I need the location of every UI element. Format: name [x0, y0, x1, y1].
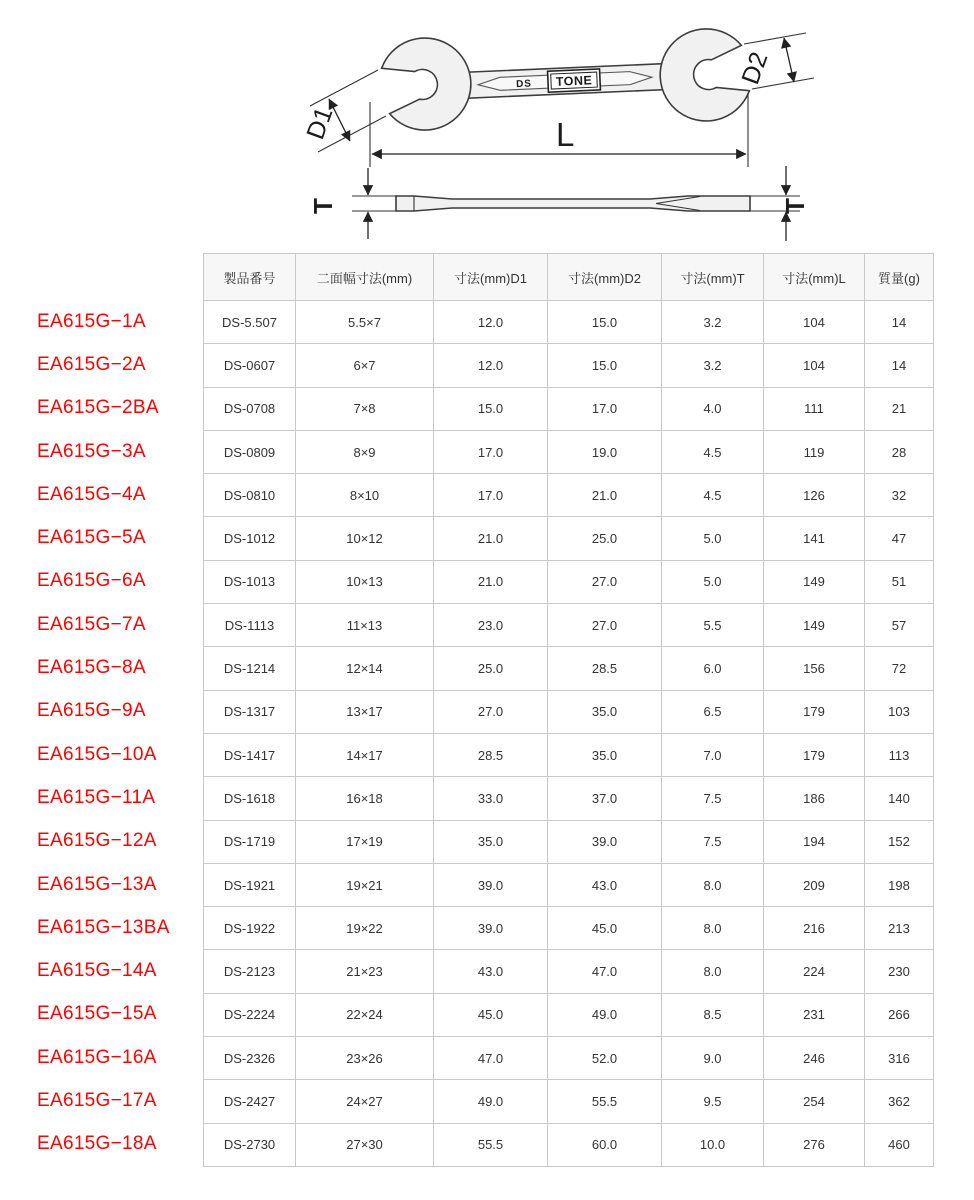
cell-dim-t: 4.5 [662, 474, 764, 517]
cell-product-number: DS-1317 [204, 690, 296, 733]
cell-dim-d2: 45.0 [548, 907, 662, 950]
cell-dim-l: 179 [764, 690, 865, 733]
product-code-link[interactable]: EA615G−15A [37, 1003, 157, 1025]
cell-dim-d2: 15.0 [548, 301, 662, 344]
cell-dim-d1: 27.0 [434, 690, 548, 733]
cell-width-across-flats: 13×17 [296, 690, 434, 733]
cell-dim-d2: 43.0 [548, 863, 662, 906]
cell-dim-l: 179 [764, 733, 865, 776]
cell-product-number: DS-0809 [204, 430, 296, 473]
cell-dim-l: 119 [764, 430, 865, 473]
table-row [204, 1037, 934, 1080]
cell-dim-l: 104 [764, 301, 865, 344]
product-code-link[interactable]: EA615G−17A [37, 1089, 157, 1111]
table-row [204, 820, 934, 863]
cell-dim-t: 5.5 [662, 604, 764, 647]
product-code-link[interactable]: EA615G−13BA [37, 916, 170, 938]
cell-product-number: DS-1417 [204, 733, 296, 776]
cell-dim-d1: 21.0 [434, 517, 548, 560]
cell-dim-d2: 37.0 [548, 777, 662, 820]
cell-mass: 72 [865, 647, 934, 690]
cell-width-across-flats: 17×19 [296, 820, 434, 863]
cell-dim-d1: 47.0 [434, 1037, 548, 1080]
product-code-link[interactable]: EA615G−6A [37, 570, 146, 592]
column-header: 質量(g) [865, 254, 934, 301]
cell-dim-t: 6.0 [662, 647, 764, 690]
cell-dim-d2: 35.0 [548, 690, 662, 733]
table-row [204, 1123, 934, 1166]
cell-product-number: DS-2730 [204, 1123, 296, 1166]
cell-mass: 57 [865, 604, 934, 647]
table-row [204, 993, 934, 1036]
cell-dim-t: 9.0 [662, 1037, 764, 1080]
cell-product-number: DS-0708 [204, 387, 296, 430]
product-code-link[interactable]: EA615G−14A [37, 960, 157, 982]
cell-dim-d1: 49.0 [434, 1080, 548, 1123]
cell-product-number: DS-0810 [204, 474, 296, 517]
product-code-link[interactable]: EA615G−16A [37, 1046, 157, 1068]
cell-dim-d1: 35.0 [434, 820, 548, 863]
cell-width-across-flats: 16×18 [296, 777, 434, 820]
cell-width-across-flats: 23×26 [296, 1037, 434, 1080]
cell-mass: 21 [865, 387, 934, 430]
product-code-link[interactable]: EA615G−7A [37, 613, 146, 635]
cell-width-across-flats: 14×17 [296, 733, 434, 776]
header-row [204, 254, 934, 301]
product-code-link[interactable]: EA615G−18A [37, 1133, 157, 1155]
table-row [204, 474, 934, 517]
cell-dim-t: 8.0 [662, 907, 764, 950]
cell-product-number: DS-1618 [204, 777, 296, 820]
cell-width-across-flats: 19×22 [296, 907, 434, 950]
cell-dim-d1: 15.0 [434, 387, 548, 430]
cell-dim-t: 4.5 [662, 430, 764, 473]
cell-product-number: DS-1922 [204, 907, 296, 950]
cell-mass: 51 [865, 560, 934, 603]
cell-dim-l: 216 [764, 907, 865, 950]
cell-dim-l: 209 [764, 863, 865, 906]
cell-dim-l: 141 [764, 517, 865, 560]
cell-width-across-flats: 10×13 [296, 560, 434, 603]
product-code-link[interactable]: EA615G−13A [37, 873, 157, 895]
dimension-t-left [308, 168, 396, 239]
cell-dim-d1: 21.0 [434, 560, 548, 603]
table-row [204, 387, 934, 430]
cell-dim-t: 10.0 [662, 1123, 764, 1166]
cell-dim-l: 126 [764, 474, 865, 517]
cell-product-number: DS-1719 [204, 820, 296, 863]
cell-dim-d1: 17.0 [434, 430, 548, 473]
cell-mass: 213 [865, 907, 934, 950]
product-code-link[interactable]: EA615G−2A [37, 353, 146, 375]
column-header: 寸法(mm)T [662, 254, 764, 301]
cell-product-number: DS-2224 [204, 993, 296, 1036]
cell-width-across-flats: 21×23 [296, 950, 434, 993]
table-row [204, 950, 934, 993]
cell-dim-l: 104 [764, 344, 865, 387]
cell-dim-t: 3.2 [662, 344, 764, 387]
column-header: 寸法(mm)D1 [434, 254, 548, 301]
product-code-link[interactable]: EA615G−8A [37, 657, 146, 679]
table-row [204, 733, 934, 776]
product-code-link[interactable]: EA615G−11A [37, 786, 156, 808]
cell-dim-d2: 25.0 [548, 517, 662, 560]
table-row [204, 344, 934, 387]
cell-dim-t: 6.5 [662, 690, 764, 733]
table-row [204, 1080, 934, 1123]
column-header: 製品番号 [204, 254, 296, 301]
cell-dim-d2: 52.0 [548, 1037, 662, 1080]
d1-label: D1 [301, 103, 339, 144]
wrench-top-view [301, 23, 814, 167]
cell-width-across-flats: 12×14 [296, 647, 434, 690]
cell-width-across-flats: 7×8 [296, 387, 434, 430]
cell-dim-l: 246 [764, 1037, 865, 1080]
column-header: 寸法(mm)D2 [548, 254, 662, 301]
product-code-link[interactable]: EA615G−5A [37, 527, 146, 549]
cell-width-across-flats: 19×21 [296, 863, 434, 906]
cell-product-number: DS-1214 [204, 647, 296, 690]
cell-dim-d1: 12.0 [434, 301, 548, 344]
cell-product-number: DS-1013 [204, 560, 296, 603]
product-code-column [37, 253, 203, 1166]
product-code-link[interactable]: EA615G−4A [37, 483, 146, 505]
cell-mass: 316 [865, 1037, 934, 1080]
cell-dim-d1: 39.0 [434, 863, 548, 906]
cell-dim-t: 7.5 [662, 777, 764, 820]
cell-mass: 362 [865, 1080, 934, 1123]
cell-product-number: DS-2123 [204, 950, 296, 993]
cell-mass: 103 [865, 690, 934, 733]
cell-mass: 152 [865, 820, 934, 863]
spec-table [203, 253, 934, 1167]
cell-dim-d1: 12.0 [434, 344, 548, 387]
column-header: 寸法(mm)L [764, 254, 865, 301]
cell-dim-t: 5.0 [662, 517, 764, 560]
cell-dim-l: 231 [764, 993, 865, 1036]
cell-dim-l: 194 [764, 820, 865, 863]
cell-mass: 198 [865, 863, 934, 906]
product-code-link[interactable]: EA615G−12A [37, 830, 157, 852]
cell-dim-t: 5.0 [662, 560, 764, 603]
cell-dim-t: 7.0 [662, 733, 764, 776]
cell-product-number: DS-5.507 [204, 301, 296, 344]
table-row [204, 863, 934, 906]
cell-dim-d2: 17.0 [548, 387, 662, 430]
cell-product-number: DS-0607 [204, 344, 296, 387]
cell-dim-t: 4.0 [662, 387, 764, 430]
cell-dim-l: 254 [764, 1080, 865, 1123]
wrench-diagram [0, 0, 974, 253]
cell-mass: 140 [865, 777, 934, 820]
cell-mass: 28 [865, 430, 934, 473]
cell-dim-d1: 45.0 [434, 993, 548, 1036]
cell-dim-d2: 27.0 [548, 604, 662, 647]
cell-mass: 113 [865, 733, 934, 776]
cell-dim-l: 149 [764, 604, 865, 647]
cell-dim-d1: 23.0 [434, 604, 548, 647]
t-right-label: T [780, 198, 810, 214]
cell-width-across-flats: 24×27 [296, 1080, 434, 1123]
l-label: L [556, 116, 575, 153]
column-header: 二面幅寸法(mm) [296, 254, 434, 301]
cell-mass: 266 [865, 993, 934, 1036]
cell-mass: 14 [865, 344, 934, 387]
cell-dim-d2: 49.0 [548, 993, 662, 1036]
t-left-label: T [308, 198, 338, 214]
cell-width-across-flats: 10×12 [296, 517, 434, 560]
product-code-link[interactable]: EA615G−2BA [37, 397, 159, 419]
spec-table-body [204, 301, 934, 1167]
cell-width-across-flats: 8×10 [296, 474, 434, 517]
cell-dim-d1: 17.0 [434, 474, 548, 517]
table-row [204, 430, 934, 473]
table-row [204, 560, 934, 603]
dimension-d1 [301, 70, 386, 152]
cell-dim-l: 149 [764, 560, 865, 603]
cell-dim-d2: 28.5 [548, 647, 662, 690]
cell-dim-t: 8.0 [662, 950, 764, 993]
cell-product-number: DS-2427 [204, 1080, 296, 1123]
table-row [204, 777, 934, 820]
table-row [204, 517, 934, 560]
cell-dim-d1: 25.0 [434, 647, 548, 690]
cell-dim-d2: 47.0 [548, 950, 662, 993]
product-code-link[interactable]: EA615G−10A [37, 743, 157, 765]
d2-label: D2 [736, 48, 774, 89]
cell-mass: 460 [865, 1123, 934, 1166]
table-row [204, 604, 934, 647]
cell-dim-d1: 39.0 [434, 907, 548, 950]
cell-dim-l: 156 [764, 647, 865, 690]
cell-dim-d1: 28.5 [434, 733, 548, 776]
cell-width-across-flats: 11×13 [296, 604, 434, 647]
cell-mass: 32 [865, 474, 934, 517]
dimension-d2 [736, 33, 814, 89]
cell-dim-t: 7.5 [662, 820, 764, 863]
cell-dim-d2: 55.5 [548, 1080, 662, 1123]
cell-width-across-flats: 5.5×7 [296, 301, 434, 344]
cell-dim-d2: 60.0 [548, 1123, 662, 1166]
cell-dim-t: 8.5 [662, 993, 764, 1036]
table-row [204, 690, 934, 733]
dimension-t-right [750, 166, 810, 241]
cell-dim-l: 186 [764, 777, 865, 820]
model-marking: DS [515, 78, 533, 91]
cell-dim-t: 8.0 [662, 863, 764, 906]
cell-dim-d2: 21.0 [548, 474, 662, 517]
cell-product-number: DS-1921 [204, 863, 296, 906]
cell-dim-t: 3.2 [662, 301, 764, 344]
cell-dim-t: 9.5 [662, 1080, 764, 1123]
table-row [204, 647, 934, 690]
cell-dim-l: 224 [764, 950, 865, 993]
cell-dim-l: 276 [764, 1123, 865, 1166]
table-row [204, 907, 934, 950]
spec-section [0, 253, 974, 1167]
cell-dim-d2: 39.0 [548, 820, 662, 863]
product-code-link[interactable]: EA615G−9A [37, 700, 146, 722]
cell-dim-d2: 15.0 [548, 344, 662, 387]
product-code-link[interactable]: EA615G−1A [37, 310, 146, 332]
cell-dim-d1: 55.5 [434, 1123, 548, 1166]
cell-mass: 47 [865, 517, 934, 560]
cell-dim-d2: 35.0 [548, 733, 662, 776]
cell-dim-d2: 19.0 [548, 430, 662, 473]
cell-dim-d1: 33.0 [434, 777, 548, 820]
cell-width-across-flats: 8×9 [296, 430, 434, 473]
wrench-side-view [308, 166, 810, 241]
product-code-link[interactable]: EA615G−3A [37, 440, 146, 462]
cell-width-across-flats: 6×7 [296, 344, 434, 387]
table-row [204, 301, 934, 344]
cell-width-across-flats: 27×30 [296, 1123, 434, 1166]
cell-mass: 14 [865, 301, 934, 344]
cell-dim-d1: 43.0 [434, 950, 548, 993]
cell-product-number: DS-1012 [204, 517, 296, 560]
brand-logo: TONE [555, 73, 593, 89]
cell-dim-l: 111 [764, 387, 865, 430]
cell-product-number: DS-1113 [204, 604, 296, 647]
cell-product-number: DS-2326 [204, 1037, 296, 1080]
cell-width-across-flats: 22×24 [296, 993, 434, 1036]
cell-dim-d2: 27.0 [548, 560, 662, 603]
cell-mass: 230 [865, 950, 934, 993]
